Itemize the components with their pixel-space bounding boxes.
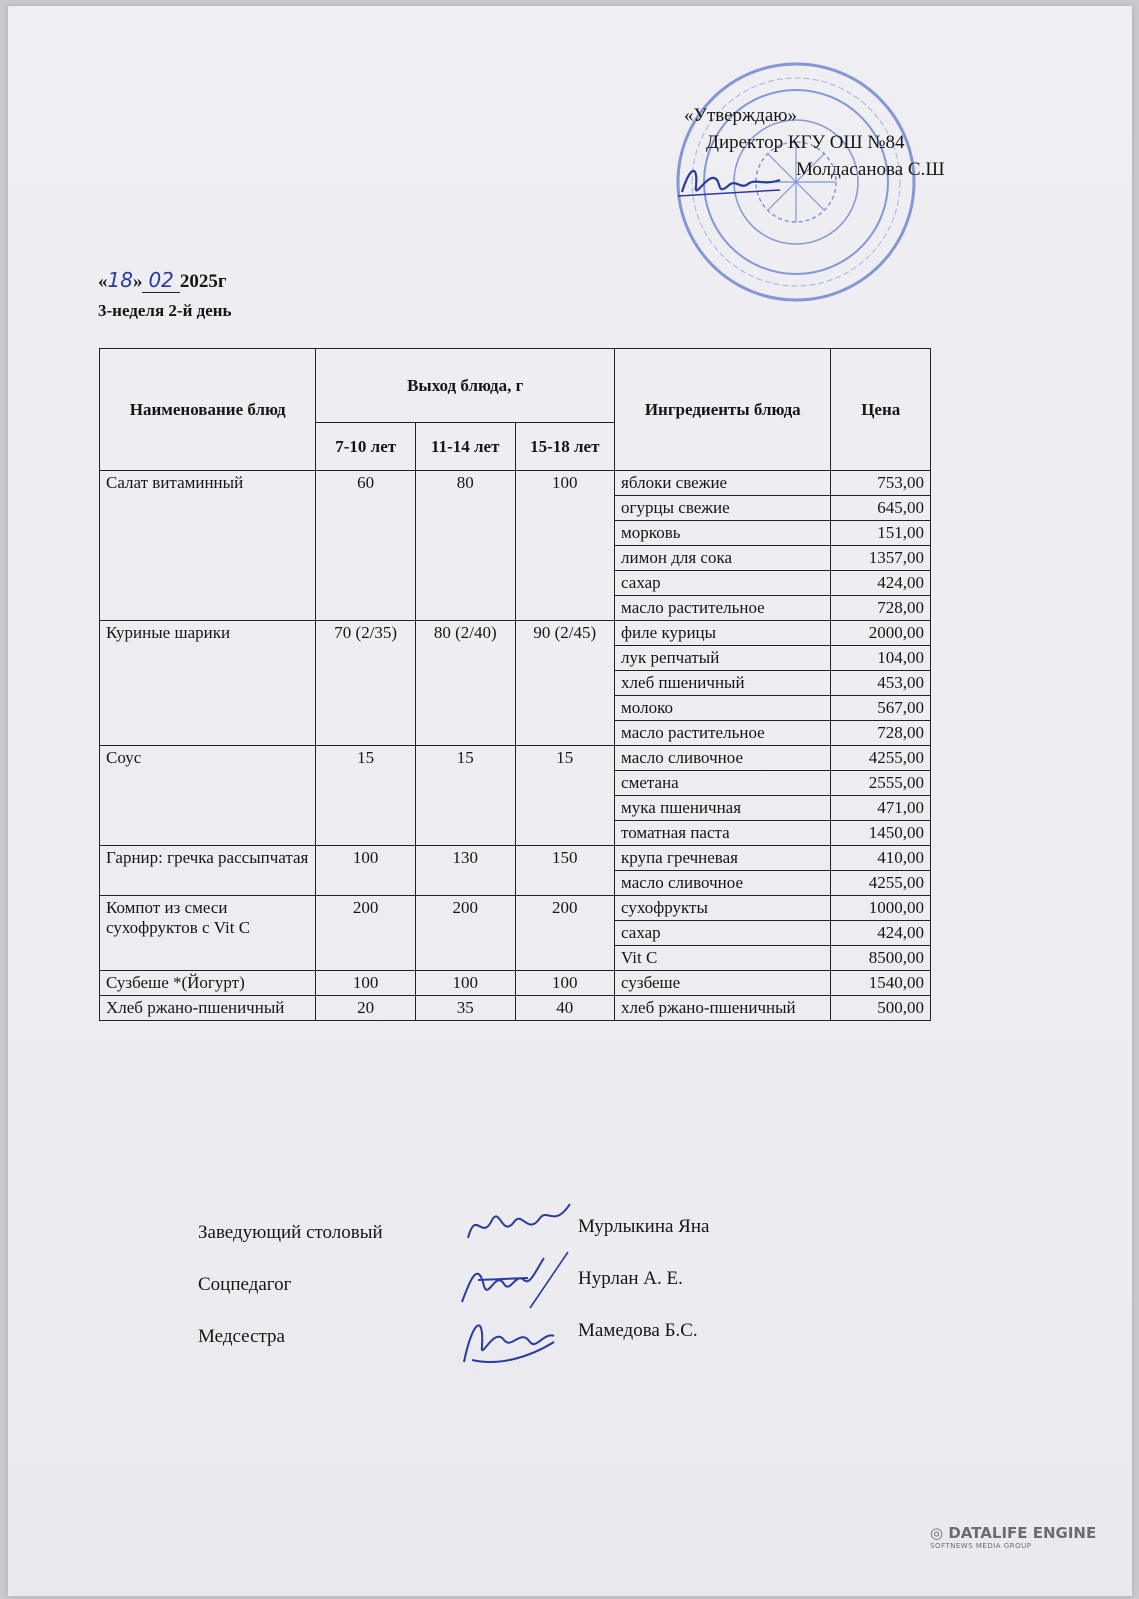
ingredient-price: 567,00 bbox=[831, 696, 931, 721]
menu-table-body bbox=[100, 471, 931, 1021]
portion-15-18: 100 bbox=[515, 471, 615, 621]
ingredient-name: сахар bbox=[615, 571, 831, 596]
ingredient-price: 728,00 bbox=[831, 721, 931, 746]
ingredient-price: 4255,00 bbox=[831, 746, 931, 771]
document-page bbox=[8, 6, 1132, 1596]
portion-11-14: 100 bbox=[415, 971, 515, 996]
portion-15-18: 200 bbox=[515, 896, 615, 971]
portion-15-18: 40 bbox=[515, 996, 615, 1021]
dish-name: Соус bbox=[100, 746, 316, 846]
table-row bbox=[100, 996, 931, 1021]
ingredient-price: 1540,00 bbox=[831, 971, 931, 996]
menu-table bbox=[99, 348, 931, 1021]
portion-7-10: 100 bbox=[316, 846, 416, 896]
ingredient-price: 1357,00 bbox=[831, 546, 931, 571]
ingredient-name: Vit C bbox=[615, 946, 831, 971]
date-day: 18 bbox=[107, 268, 133, 292]
signature-name: Нурлан А. Е. bbox=[578, 1268, 683, 1289]
watermark-logo-icon: ◎ bbox=[930, 1524, 949, 1542]
ingredient-name: сахар bbox=[615, 921, 831, 946]
date-quote-close: » bbox=[132, 271, 143, 292]
ingredient-name: сухофрукты bbox=[615, 896, 831, 921]
portion-7-10: 60 bbox=[316, 471, 416, 621]
approval-position: Директор КГУ ОШ №84 bbox=[706, 132, 905, 153]
portion-11-14: 35 bbox=[415, 996, 515, 1021]
ingredient-price: 500,00 bbox=[831, 996, 931, 1021]
table-row bbox=[100, 971, 931, 996]
ingredient-price: 728,00 bbox=[831, 596, 931, 621]
ingredient-price: 453,00 bbox=[831, 671, 931, 696]
approval-title: «Утверждаю» bbox=[684, 105, 797, 126]
ingredient-name: сметана bbox=[615, 771, 831, 796]
ingredient-name: хлеб ржано-пшеничный bbox=[615, 996, 831, 1021]
table-row bbox=[100, 746, 931, 771]
signature-name: Мамедова Б.С. bbox=[578, 1320, 698, 1341]
ingredient-name: масло сливочное bbox=[615, 746, 831, 771]
signature-name: Мурлыкина Яна bbox=[578, 1216, 710, 1237]
watermark-subtitle: SOFTNEWS MEDIA GROUP bbox=[930, 1542, 1032, 1550]
handwritten-signature bbox=[458, 1250, 578, 1310]
portion-11-14: 80 (2/40) bbox=[415, 621, 515, 746]
ingredient-price: 471,00 bbox=[831, 796, 931, 821]
date-month: 02 bbox=[142, 268, 179, 293]
dish-name: Хлеб ржано-пшеничный bbox=[100, 996, 316, 1021]
table-row bbox=[100, 896, 931, 921]
ingredient-name: огурцы свежие bbox=[615, 496, 831, 521]
ingredient-name: лимон для сока bbox=[615, 546, 831, 571]
handwritten-signature bbox=[458, 1302, 578, 1372]
portion-15-18: 15 bbox=[515, 746, 615, 846]
dish-name: Компот из смеси сухофруктов с Vit C bbox=[100, 896, 316, 971]
header-dish-name: Наименование блюд bbox=[100, 349, 316, 471]
table-row bbox=[100, 471, 931, 496]
date-year: 2025г bbox=[179, 271, 227, 292]
ingredient-name: томатная паста bbox=[615, 821, 831, 846]
header-ingredients: Ингредиенты блюда bbox=[615, 349, 831, 471]
ingredient-price: 753,00 bbox=[831, 471, 931, 496]
ingredient-price: 2555,00 bbox=[831, 771, 931, 796]
ingredient-name: масло растительное bbox=[615, 721, 831, 746]
dish-name: Куриные шарики bbox=[100, 621, 316, 746]
portion-15-18: 150 bbox=[515, 846, 615, 896]
portion-11-14: 200 bbox=[415, 896, 515, 971]
ingredient-name: молоко bbox=[615, 696, 831, 721]
ingredient-name: морковь bbox=[615, 521, 831, 546]
ingredient-name: масло растительное bbox=[615, 596, 831, 621]
site-watermark bbox=[930, 1524, 1096, 1550]
ingredient-name: филе курицы bbox=[615, 621, 831, 646]
director-signature bbox=[676, 156, 786, 206]
ingredient-price: 645,00 bbox=[831, 496, 931, 521]
ingredient-price: 104,00 bbox=[831, 646, 931, 671]
portion-7-10: 200 bbox=[316, 896, 416, 971]
header-age-11-14: 11-14 лет bbox=[415, 423, 515, 471]
header-price: Цена bbox=[831, 349, 931, 471]
ingredient-price: 1000,00 bbox=[831, 896, 931, 921]
table-row bbox=[100, 621, 931, 646]
portion-11-14: 15 bbox=[415, 746, 515, 846]
table-row bbox=[100, 846, 931, 871]
approval-name: Молдасанова С.Ш bbox=[796, 159, 945, 180]
portion-7-10: 20 bbox=[316, 996, 416, 1021]
header-age-7-10: 7-10 лет bbox=[316, 423, 416, 471]
ingredient-name: яблоки свежие bbox=[615, 471, 831, 496]
portion-7-10: 70 (2/35) bbox=[316, 621, 416, 746]
watermark-title: DATALIFE ENGINE bbox=[948, 1524, 1097, 1542]
ingredient-price: 4255,00 bbox=[831, 871, 931, 896]
ingredient-price: 1450,00 bbox=[831, 821, 931, 846]
ingredient-price: 8500,00 bbox=[831, 946, 931, 971]
signature-role: Медсестра bbox=[198, 1326, 285, 1347]
ingredient-price: 424,00 bbox=[831, 571, 931, 596]
header-age-15-18: 15-18 лет bbox=[515, 423, 615, 471]
dish-name: Салат витаминный bbox=[100, 471, 316, 621]
ingredient-price: 424,00 bbox=[831, 921, 931, 946]
portion-15-18: 100 bbox=[515, 971, 615, 996]
ingredient-price: 410,00 bbox=[831, 846, 931, 871]
ingredient-price: 151,00 bbox=[831, 521, 931, 546]
portion-7-10: 15 bbox=[316, 746, 416, 846]
ingredient-name: крупа гречневая bbox=[615, 846, 831, 871]
ingredient-name: лук репчатый bbox=[615, 646, 831, 671]
dish-name: Сузбеше *(Йогурт) bbox=[100, 971, 316, 996]
signature-role: Заведующий столовый bbox=[198, 1222, 383, 1243]
week-day-label: 3-неделя 2-й день bbox=[98, 301, 232, 320]
date-quote-open: « bbox=[98, 271, 108, 292]
handwritten-signature bbox=[458, 1198, 578, 1258]
portion-15-18: 90 (2/45) bbox=[515, 621, 615, 746]
ingredient-name: хлеб пшеничный bbox=[615, 671, 831, 696]
dish-name: Гарнир: гречка рассыпчатая bbox=[100, 846, 316, 896]
portion-7-10: 100 bbox=[316, 971, 416, 996]
header-output: Выход блюда, г bbox=[316, 349, 615, 423]
ingredient-name: сузбеше bbox=[615, 971, 831, 996]
portion-11-14: 130 bbox=[415, 846, 515, 896]
ingredient-price: 2000,00 bbox=[831, 621, 931, 646]
document-date bbox=[98, 268, 227, 293]
ingredient-name: мука пшеничная bbox=[615, 796, 831, 821]
signature-role: Соцпедагог bbox=[198, 1274, 292, 1295]
ingredient-name: масло сливочное bbox=[615, 871, 831, 896]
portion-11-14: 80 bbox=[415, 471, 515, 621]
